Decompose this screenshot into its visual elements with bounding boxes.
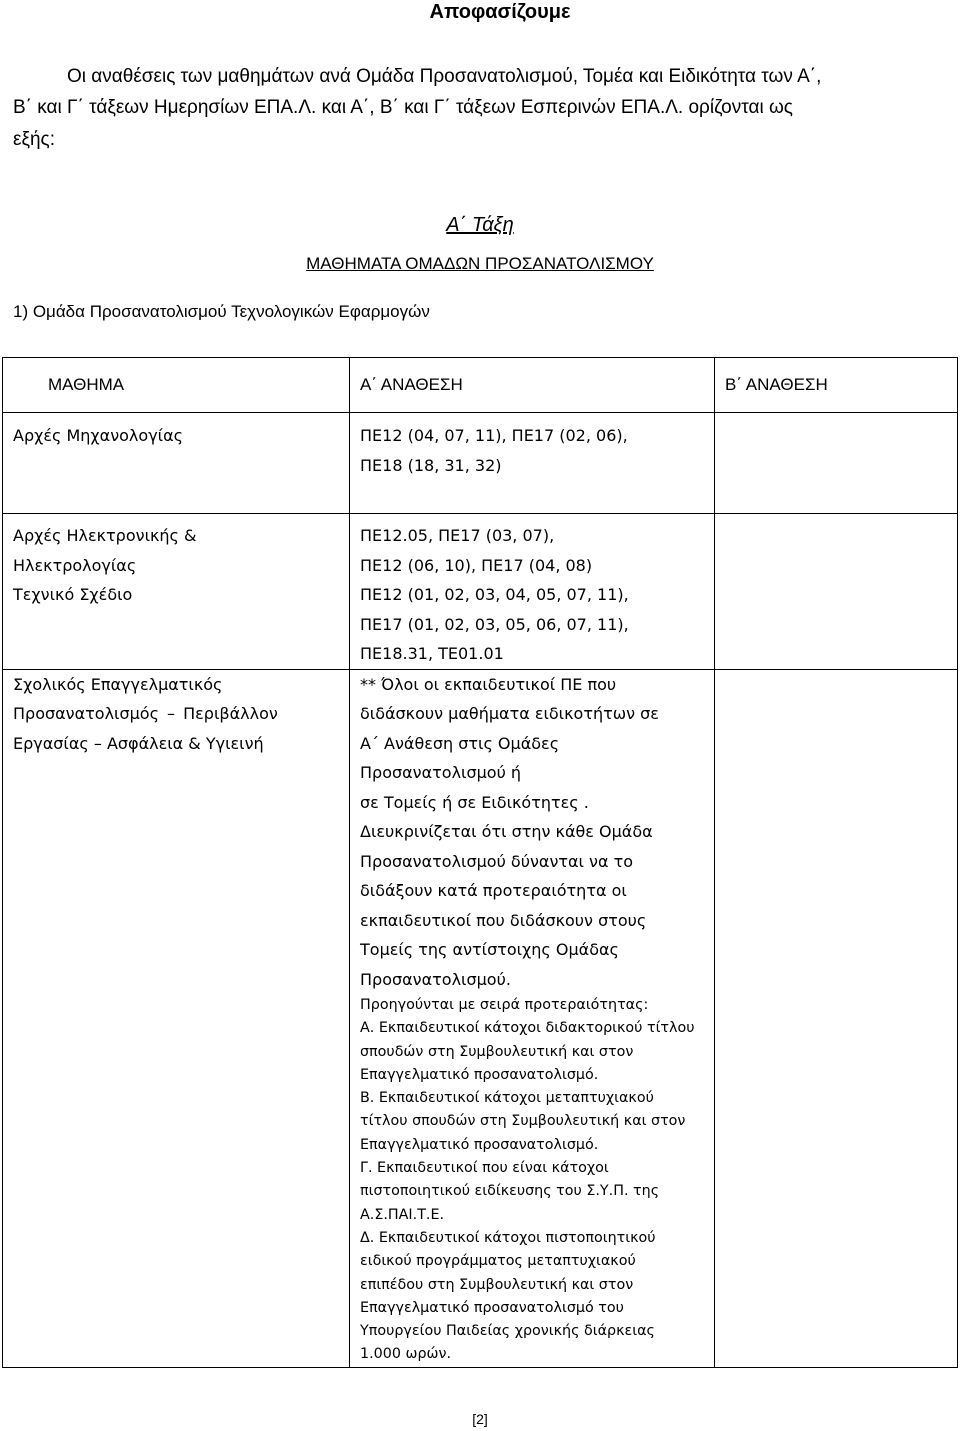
table-row	[3, 514, 958, 581]
subject-line: Εργασίας – Ασφάλεια & Υγιεινή	[13, 733, 264, 753]
a-assignment-line: εκπαιδευτικοί που διδάσκουν στους	[360, 910, 647, 930]
a-assignment-line: διδάσκουν μαθήματα ειδικοτήτων σε	[360, 704, 659, 723]
a-assignment-cell	[350, 669, 715, 1367]
subject-line: Σχολικός Επαγγελματικός	[13, 674, 223, 694]
subject-line: Τεχνικό Σχέδιο	[13, 585, 133, 604]
b-assignment-cell	[715, 413, 958, 514]
subject-line: Προσανατολισμός – Περιβάλλον	[13, 704, 278, 723]
priority-line: Υπουργείου Παιδείας χρονικής διάρκειας	[360, 1323, 655, 1340]
priority-line: τίτλου σπουδών στη Συμβουλευτική και στον	[360, 1113, 686, 1130]
a-assignment-cell	[350, 580, 715, 669]
a-assignment-line: ΠΕ17 (01, 02, 03, 05, 06, 07, 11),	[360, 614, 629, 634]
decision-heading: Αποφασίζουμε	[429, 1, 571, 23]
priority-line: Δ. Εκπαιδευτικοί κάτοχοι πιστοποιητικού	[360, 1229, 656, 1246]
header-a-assignment: Α΄ ΑΝΑΘΕΣΗ	[350, 358, 715, 413]
table-row	[3, 669, 958, 1367]
priority-line: Επαγγελματικό προσανατολισμό.	[360, 1136, 599, 1153]
intro-line-2: Β΄ και Γ΄ τάξεων Ημερησίων ΕΠΑ.Λ. και Α΄, Β΄ και Γ΄ τάξεων Εσπερινών ΕΠΑ.Λ. ορίζονται ως	[13, 97, 793, 118]
subject-line: Αρχές Μηχανολογίας	[13, 426, 184, 445]
subject-cell	[3, 580, 350, 669]
a-assignment-line: ** Όλοι οι εκπαιδευτικοί ΠΕ που	[360, 674, 617, 694]
a-assignment-line: ΠΕ18 (18, 31, 32)	[360, 455, 502, 475]
priority-line: 1.000 ωρών.	[360, 1346, 452, 1363]
a-assignment-line: σε Τομείς ή σε Ειδικότητες .	[360, 792, 589, 812]
intro-line-3: εξής:	[13, 129, 55, 150]
priority-line: Επαγγελματικό προσανατολισμό.	[360, 1066, 599, 1083]
table-header-row	[3, 358, 958, 413]
priority-line: σπουδών στη Συμβουλευτική και στον	[360, 1043, 634, 1060]
priority-line: Προηγούνται με σειρά προτεραιότητας:	[360, 997, 649, 1013]
b-assignment-cell	[715, 669, 958, 1367]
a-assignment-line: ΠΕ12 (04, 07, 11), ΠΕ17 (02, 06),	[360, 426, 628, 445]
page-number: [2]	[472, 1411, 488, 1427]
priority-line: Α. Εκπαιδευτικοί κάτοχοι διδακτορικού τίτλου	[360, 1020, 695, 1037]
priority-line: Β. Εκπαιδευτικοί κάτοχοι μεταπτυχιακού	[360, 1090, 654, 1107]
subject-cell	[3, 669, 350, 1367]
group-title: 1) Ομάδα Προσανατολισμού Τεχνολογικών Εφαρμογών	[13, 302, 430, 321]
a-assignment-line: Προσανατολισμού δύνανται να το	[360, 851, 634, 871]
b-assignment-cell	[715, 514, 958, 670]
priority-line: Α.Σ.ΠΑΙ.Τ.Ε.	[360, 1206, 445, 1223]
priority-line: πιστοποιητικού ειδίκευσης του Σ.Υ.Π. της	[360, 1183, 660, 1200]
a-assignment-line: ΠΕ12.05, ΠΕ17 (03, 07),	[360, 526, 555, 545]
a-assignment-line: Τομείς της αντίστοιχης Ομάδας	[360, 940, 619, 959]
priority-line: Επαγγελματικό προσανατολισμό του	[360, 1299, 624, 1316]
a-assignment-line: Διευκρινίζεται ότι στην κάθε Ομάδα	[360, 822, 653, 841]
intro-line-1: Οι αναθέσεις των μαθημάτων ανά Ομάδα Προσανατολισμού, Τομέα και Ειδικότητα των Α΄,	[67, 66, 822, 87]
a-assignment-line: Προσανατολισμού.	[360, 969, 511, 989]
a-assignment-line: ΠΕ12 (01, 02, 03, 04, 05, 07, 11),	[360, 585, 629, 604]
a-assignment-line: ΠΕ18.31, ΤΕ01.01	[360, 644, 504, 663]
subject-line: Ηλεκτρολογίας	[13, 555, 137, 575]
a-assignment-line: ΠΕ12 (06, 10), ΠΕ17 (04, 08)	[360, 555, 593, 575]
section-title: ΜΑΘΗΜΑΤΑ ΟΜΑΔΩΝ ΠΡΟΣΑΝΑΤΟΛΙΣΜΟΥ	[306, 254, 654, 273]
a-assignment-line: Α΄ Ανάθεση στις Ομάδες	[360, 733, 560, 753]
a-assignment-cell	[350, 413, 715, 514]
assignment-table	[2, 357, 958, 1368]
a-assignment-line: Προσανατολισμού ή	[360, 763, 522, 782]
priority-line: Γ. Εκπαιδευτικοί που είναι κάτοχοι	[360, 1160, 609, 1177]
subject-cell	[3, 514, 350, 581]
header-subject: ΜΑΘΗΜΑ	[3, 358, 350, 413]
a-assignment-cell	[350, 514, 715, 581]
header-b-assignment: Β΄ ΑΝΑΘΕΣΗ	[715, 358, 958, 413]
priority-line: επιπέδου στη Συμβουλευτική και στον	[360, 1276, 634, 1293]
subject-line: Αρχές Ηλεκτρονικής &	[13, 526, 197, 545]
subject-cell	[3, 413, 350, 514]
table-row	[3, 413, 958, 514]
class-title: Α΄ Τάξη	[446, 214, 514, 236]
priority-line: ειδικού προγράμματος μεταπτυχιακού	[360, 1253, 636, 1270]
a-assignment-line: διδάξουν κατά προτεραιότητα οι	[360, 881, 627, 900]
